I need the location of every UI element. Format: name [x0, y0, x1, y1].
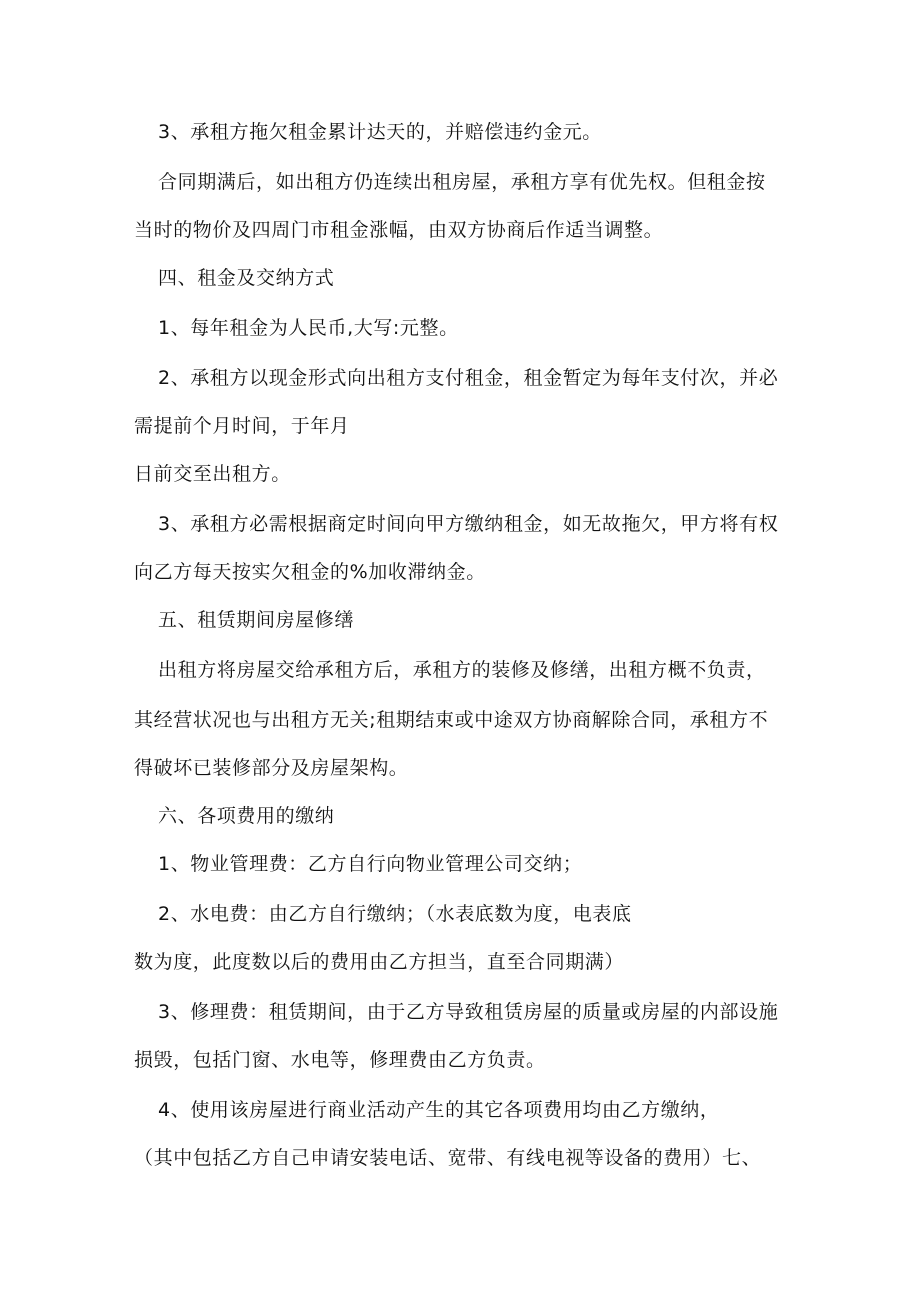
text-line: 4、使用该房屋进行商业活动产生的其它各项费用均由乙方缴纳，	[158, 1099, 720, 1121]
text-line: 日前交至出租方。	[134, 463, 291, 485]
text-line: 3、修理费：租赁期间，由于乙方导致租赁房屋的质量或房屋的内部设施	[158, 1001, 779, 1023]
text-line: 3、承租方拖欠租金累计达天的，并赔偿违约金元。	[158, 121, 602, 143]
section-heading: 六、各项费用的缴纳	[158, 805, 335, 827]
text-line: 其经营状况也与出租方无关;租期结束或中途双方协商解除合同，承租方不	[134, 709, 769, 731]
text-line: 1、物业管理费：乙方自行向物业管理公司交纳；	[158, 853, 583, 875]
text-line: 当时的物价及四周门市租金涨幅，由双方协商后作适当调整。	[134, 219, 664, 241]
text-line: 损毁，包括门窗、水电等，修理费由乙方负责。	[134, 1049, 546, 1071]
text-line: 数为度，此度数以后的费用由乙方担当，直至合同期满）	[134, 951, 625, 973]
section-heading: 四、租金及交纳方式	[158, 267, 335, 289]
section-heading: 五、租赁期间房屋修缮	[158, 609, 355, 631]
text-line: 合同期满后，如出租方仍连续出租房屋，承租方享有优先权。但租金按	[158, 171, 766, 193]
text-line: 2、水电费：由乙方自行缴纳；（水表底数为度，电表底	[158, 903, 632, 925]
text-line: 1、每年租金为人民币,大写:元整。	[158, 317, 459, 339]
text-line: 需提前个月时间，于年月	[134, 415, 350, 437]
text-line: 出租方将房屋交给承租方后，承租方的装修及修缮，出租方概不负责，	[158, 659, 766, 681]
text-line: 2、承租方以现金形式向出租方支付租金，租金暂定为每年支付次，并必	[158, 367, 779, 389]
text-line: 向乙方每天按实欠租金的%加收滞纳金。	[134, 561, 486, 583]
text-line: （其中包括乙方自己申请安装电话、宽带、有线电视等设备的费用）七、	[134, 1147, 762, 1169]
text-line: 得破坏已装修部分及房屋架构。	[134, 757, 409, 779]
text-line: 3、承租方必需根据商定时间向甲方缴纳租金，如无故拖欠，甲方将有权	[158, 513, 779, 535]
